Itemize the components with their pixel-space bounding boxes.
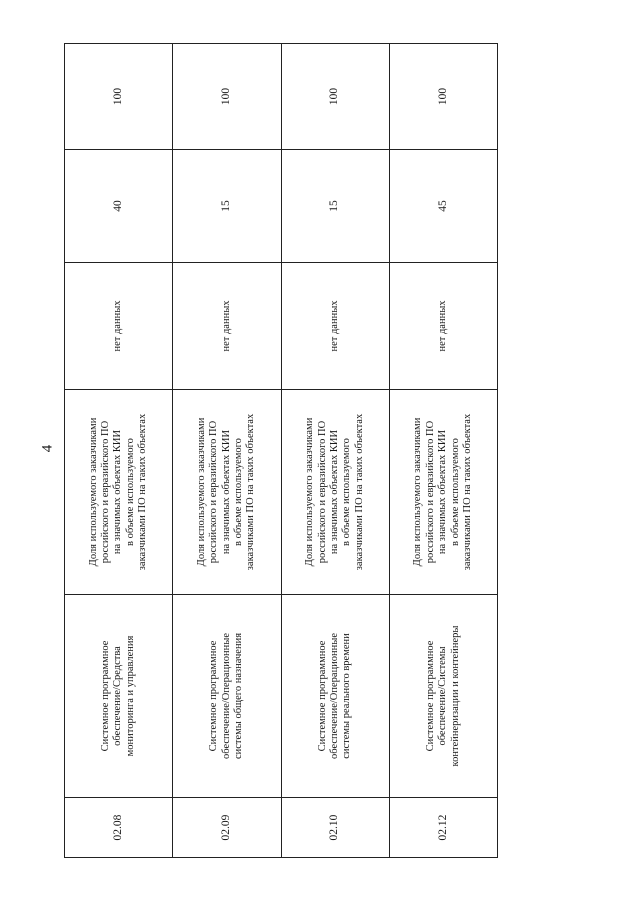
software-share-table — [64, 43, 498, 858]
table-row — [65, 44, 173, 858]
row-baseline: нет данных — [173, 263, 281, 390]
row-code: 02.12 — [389, 798, 497, 858]
row-category: Системное программное обеспечение/Системы контейнеризации и контейнеры — [389, 595, 497, 798]
row-baseline: нет данных — [389, 263, 497, 390]
row-indicator: Доля используемого заказчиками российского и евразийского ПО на значимых объектах КИИ в объеме используемого заказчиками ПО на таких объектах — [65, 390, 173, 595]
row-indicator: Доля используемого заказчиками российского и евразийского ПО на значимых объектах КИИ в объеме используемого заказчиками ПО на таких объектах — [281, 390, 389, 595]
row-baseline: нет данных — [65, 263, 173, 390]
row-code: 02.09 — [173, 798, 281, 858]
page-number: 4 — [39, 444, 56, 453]
row-baseline: нет данных — [281, 263, 389, 390]
row-target-value: 100 — [389, 44, 497, 150]
row-indicator: Доля используемого заказчиками российского и евразийского ПО на значимых объектах КИИ в объеме используемого заказчиками ПО на таких объектах — [389, 390, 497, 595]
rotated-table-frame — [64, 44, 498, 858]
table-row — [173, 44, 281, 858]
table-row — [281, 44, 389, 858]
row-target-value: 100 — [65, 44, 173, 150]
row-code: 02.10 — [281, 798, 389, 858]
row-interim-value: 15 — [173, 150, 281, 263]
row-interim-value: 40 — [65, 150, 173, 263]
row-category: Системное программное обеспечение/Операционные системы общего назначения — [173, 595, 281, 798]
row-category: Системное программное обеспечение/Средства мониторинга и управления — [65, 595, 173, 798]
row-target-value: 100 — [281, 44, 389, 150]
row-indicator: Доля используемого заказчиками российского и евразийского ПО на значимых объектах КИИ в объеме используемого заказчиками ПО на таких объектах — [173, 390, 281, 595]
row-code: 02.08 — [65, 798, 173, 858]
row-interim-value: 15 — [281, 150, 389, 263]
row-target-value: 100 — [173, 44, 281, 150]
row-category: Системное программное обеспечение/Операционные системы реального времени — [281, 595, 389, 798]
row-interim-value: 45 — [389, 150, 497, 263]
table-row — [389, 44, 497, 858]
